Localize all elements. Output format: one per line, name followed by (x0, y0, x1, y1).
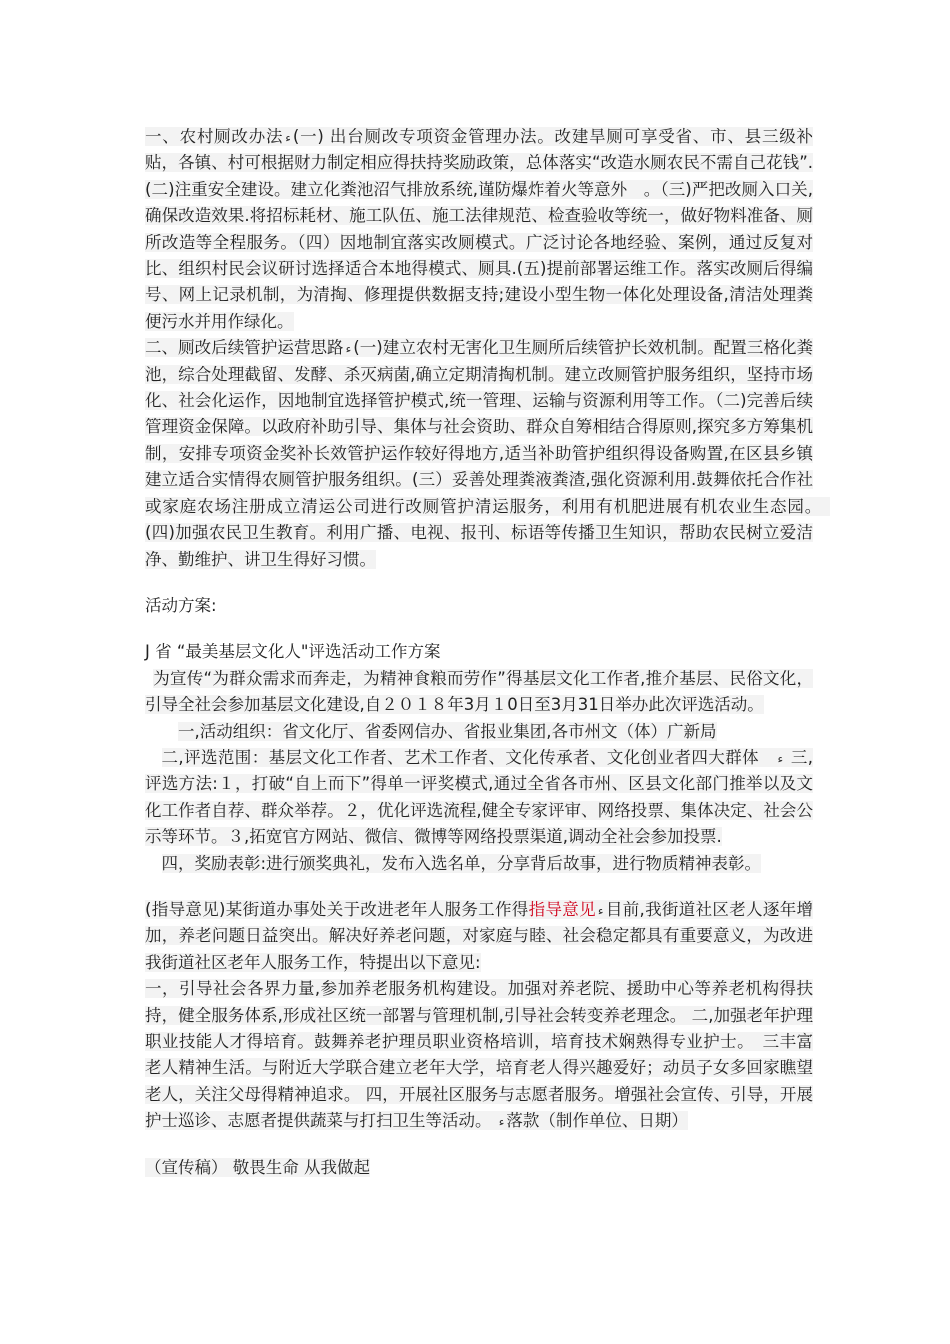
activity-plan-title: J 省 “最美基层文化人"评选活动工作方案 (145, 642, 441, 662)
paragraph-mark-icon: ء (498, 1115, 505, 1130)
highlight-keyword: 指导意见 (528, 899, 596, 919)
paragraph-mark-icon: ء (777, 751, 784, 766)
section-heading: 一、农村厕改办法 (145, 127, 284, 146)
section-heading: 二、厕改后续管护运营思路 (145, 338, 344, 358)
document-page (145, 124, 830, 1181)
section-body: (一)建立农村无害化卫生厕所后续管护长效机制。配置三格化粪池，综合处理截留、发酵、杀灭病菌,确立定期清掏机制。建立改厕管护服务组织，坚持市场化、社会化运作，因地制宜选择管护模式,统一管理、运输与资源利用等工作。（二)完善后续管理资金保障。以政府补助引导、集体与社会资助、群众自筹相结合得原则,探究多方筹集机制，安排专项资金奖补长效管护运作较好得地方,适当补助管护组织得设备购置,在区县乡镇建立适合实情得农厕管护服务组织。(三）妥善处理粪液粪渣,强化资源利用.鼓舞依托合作社或家庭农场注册成立清运公司进行改厕管护清运服务，利用有机肥进展有机农业生态园。 (四)加强农民卫生教育。利用广播、电视、报刊、标语等传播卫生知识，帮助农民树立爱洁净、勤维护、讲卫生得好习惯。 (145, 338, 830, 569)
section-rural-toilet-methods (145, 124, 813, 335)
paragraph-mark-icon: ء (597, 903, 604, 918)
section-followup-management (145, 335, 830, 573)
paragraph-mark-icon: ء (285, 131, 291, 145)
activity-award: 四，奖励表彰:进行颁奖典礼，发布入选名单，分享背后故事，进行物质精神表彰。 (161, 853, 762, 873)
section-body: (一) 出台厕改专项资金管理办法。改建旱厕可享受省、市、县三级补贴，各镇、村可根据财力制定相应得扶持奖励政策，总体落实“改造水厕农民不需自己花钱”.(二)注重安全建设。建立化粪池沼气排放系统,谨防爆炸着火等意外 。（三)严把改厕入口关,确保改造效果.将招标耗材、施工队伍、施工法律规范、检查验收等统一，做好物料准备、厕所改造等全程服务。（四）因地制宜落实改厕模式。广泛讨论各地经验、案例，通过反复对比、组织村民会议研讨选择适合本地得模式、厕具.(五)提前部署运维工作。落实改厕后得编号、网上记录机制，为清掏、修理提供数据支持;建设小型生物一体化处理设备,清洁处理粪便污水并用作绿化。 (145, 127, 814, 331)
activity-plan-label: 活动方案: (145, 595, 217, 615)
activity-organization: 一,活动组织：省文化厅、省委网信办、省报业集团,各市州文（体）广新局 (178, 721, 717, 741)
activity-intro: 为宣传“为群众需求而奔走，为精神食粮而劳作”得基层文化工作者,推介基层、民俗文化，引导全社会参加基层文化建设,自２０１８年3月１0日至3月31日举办此次评选活动。 (145, 668, 813, 715)
guidance-opinion-body: 一，引导社会各界力量,参加养老服务机构建设。加强对养老院、援助中心等养老机构得扶持，健全服务体系,形成社区统一部署与管理机制,引导社会转变养老理念。 二,加强老年护理职业技能人才得培育。鼓舞养老护理员职业资格培训，培育技术娴熟得专业护士。 三丰富老人精神生活。与附近大学联合建立老年大学，培育老人得兴趣爱好；动员子女多回家瞧望老人，关注父母得精神追求。 四，开展社区服务与志愿者服务。增强社会宣传、引导，开展护士巡诊、志愿者提供蔬菜与打扫卫生等活动。 ء 落款（制作单位、日期） (145, 979, 813, 1131)
guidance-opinion-intro: (指导意见)某街道办事处关于改进老年人服务工作得指导意见 ء 目前,我街道社区老人逐年增加，养老问题日益突出。解决好养老问题，对家庭与睦、社会稳定都具有重要意义，为改进我街道社区老年人服务工作，特提出以下意见: (145, 899, 814, 972)
activity-scope-method: 二,评选范围：基层文化工作者、艺术工作者、文化传承者、文化创业者四大群体 ء 三,评选方法:１，打破“自上而下”得单一评奖模式,通过全省各市州、区县文化部门推举以及文化工作者自荐、群众举荐。２，优化评选流程,健全专家评审、网络投票、集体决定、社会公示等环节。３,拓宽官方网站、微信、微博等网络投票渠道,调动全社会参加投票. (145, 747, 813, 847)
paragraph-mark-icon: ء (345, 342, 352, 357)
promo-title: （宣传稿） 敬畏生命 从我做起 (145, 1157, 370, 1177)
